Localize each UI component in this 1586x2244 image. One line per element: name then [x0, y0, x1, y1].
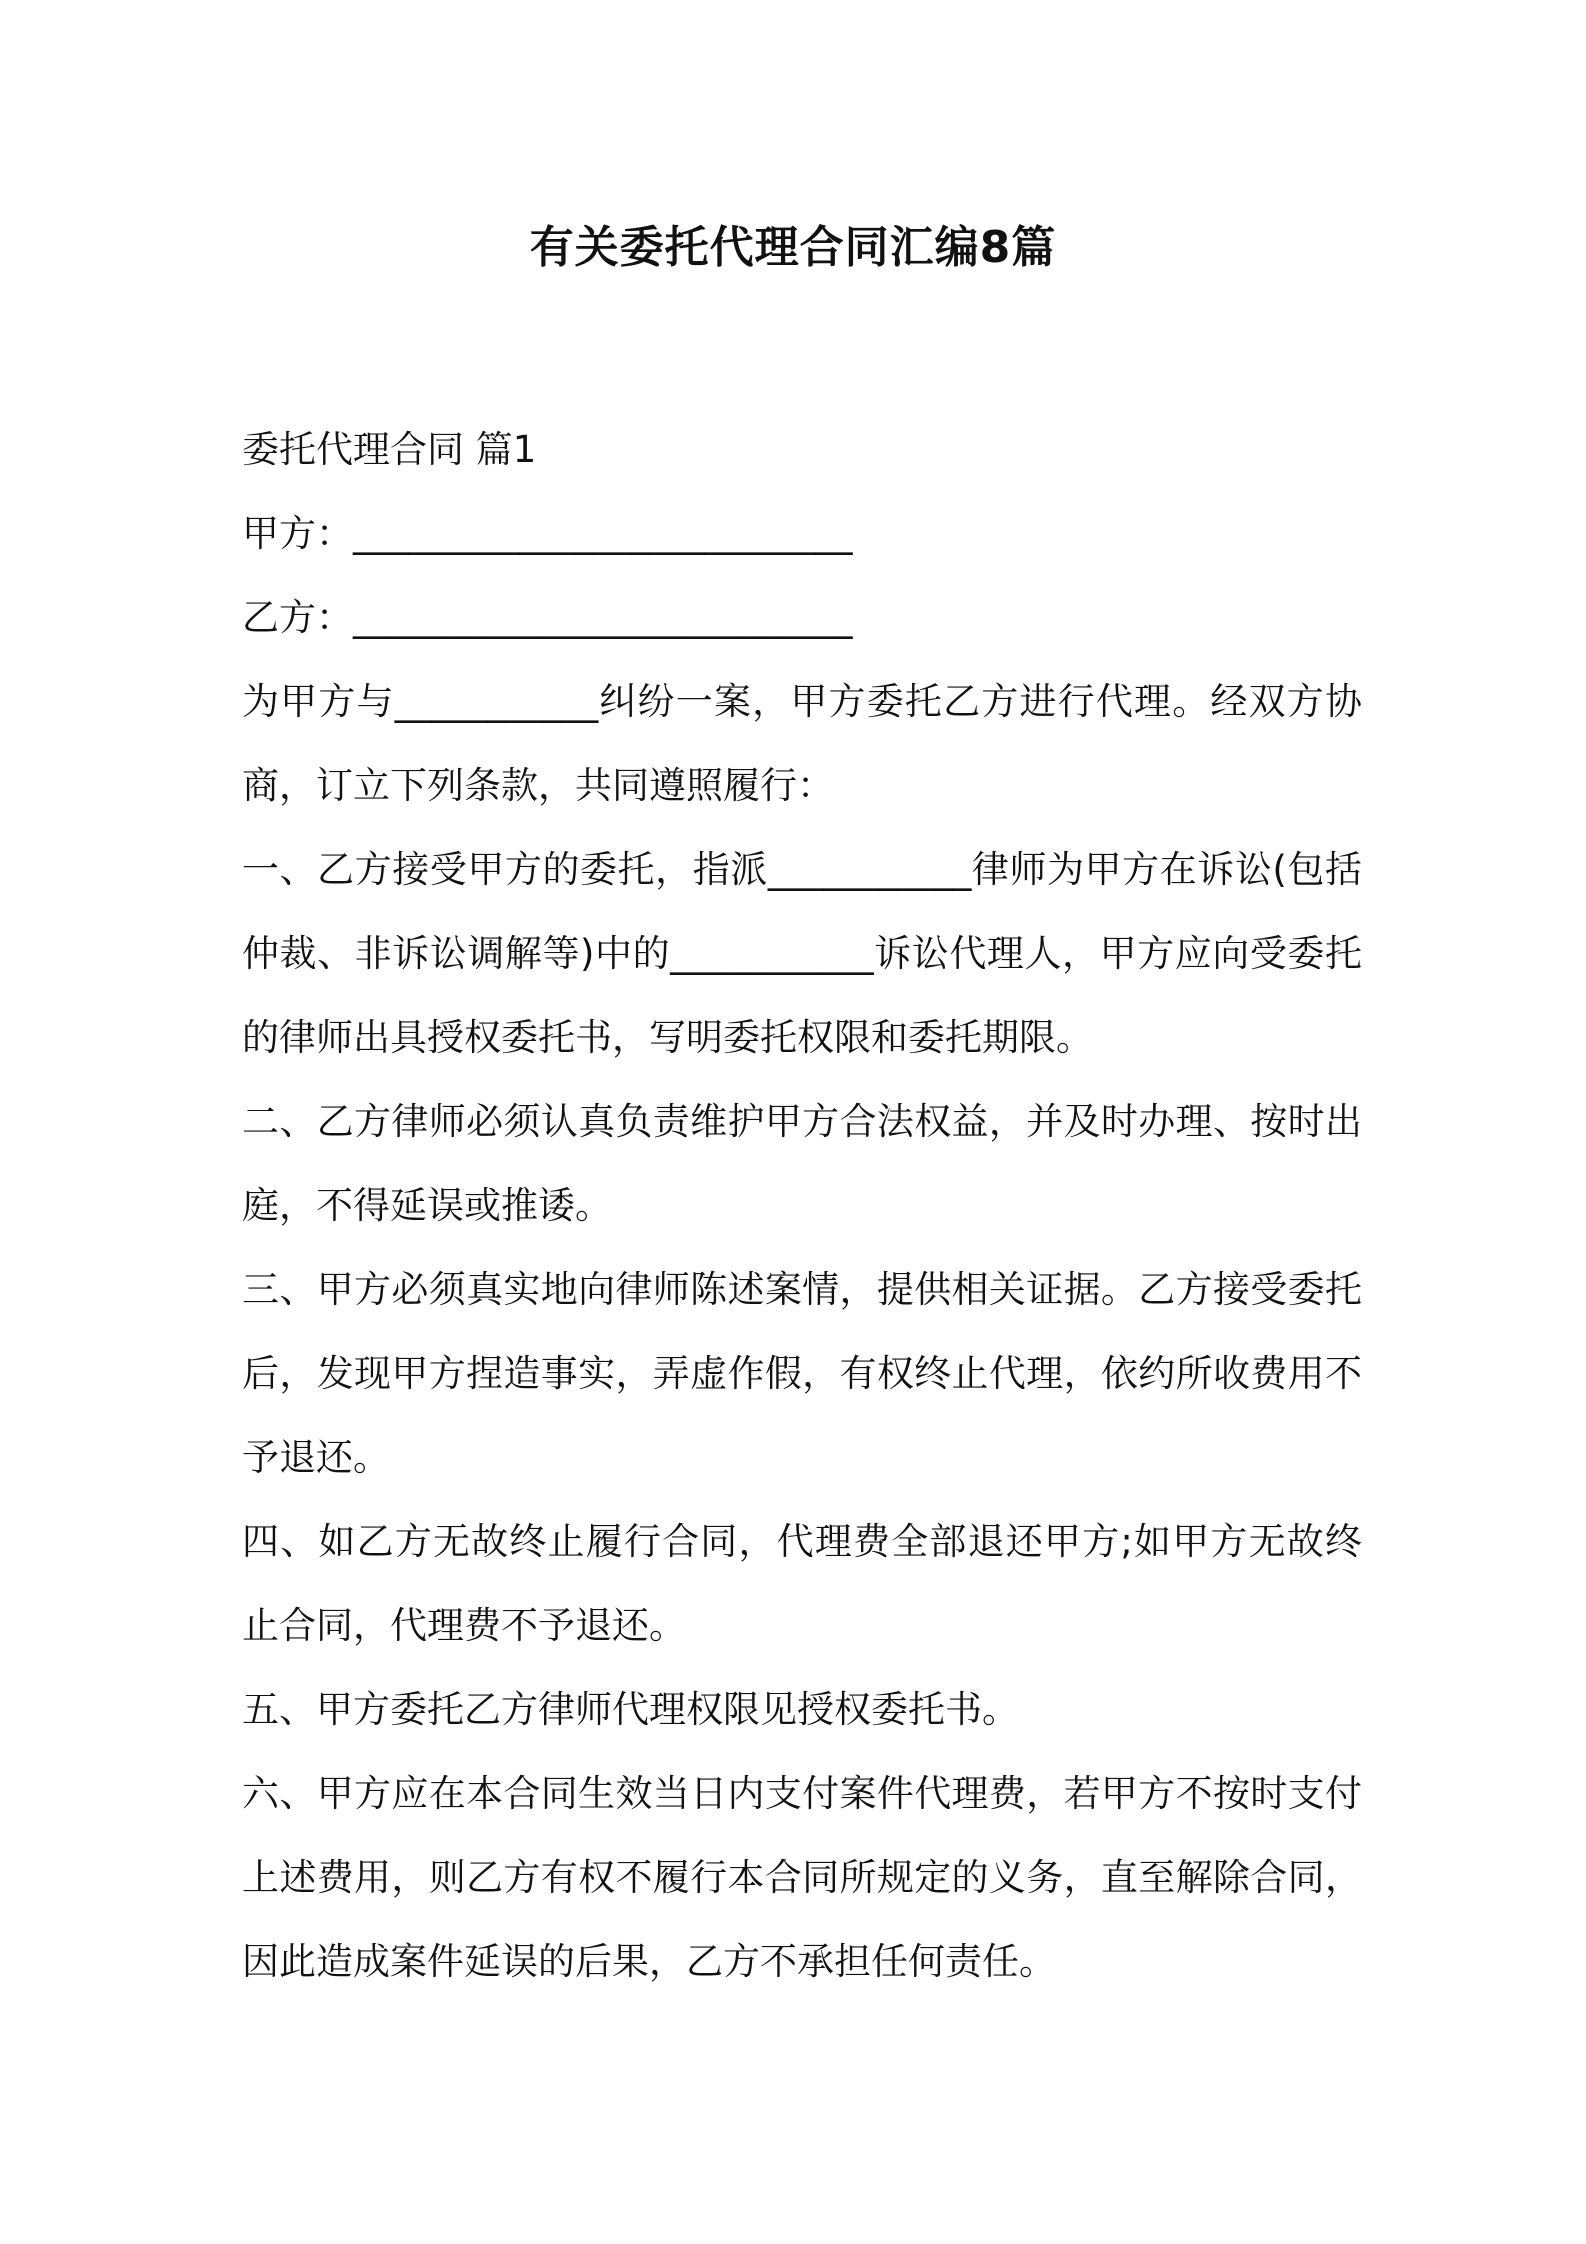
clause-3: 三、甲方必须真实地向律师陈述案情，提供相关证据。乙方接受委托后，发现甲方捏造事实，弄虚作假，有权终止代理，依约所收费用不予退还。	[242, 1268, 1362, 1479]
party-b-line: 乙方：___________________________	[242, 596, 853, 639]
section-heading: 委托代理合同 篇1	[242, 428, 537, 471]
clause-2: 二、乙方律师必须认真负责维护甲方合法权益，并及时办理、按时出庭，不得延误或推诿。	[242, 1100, 1362, 1227]
party-a-line: 甲方：___________________________	[242, 512, 853, 555]
clause-6: 六、甲方应在本合同生效当日内支付案件代理费，若甲方不按时支付上述费用，则乙方有权不履行本合同所规定的义务，直至解除合同，因此造成案件延误的后果，乙方不承担任何责任。	[242, 1772, 1362, 1983]
clause-5: 五、甲方委托乙方律师代理权限见授权委托书。	[242, 1688, 1019, 1731]
document-title: 有关委托代理合同汇编8篇	[529, 222, 1057, 273]
intro-paragraph: 为甲方与___________纠纷一案，甲方委托乙方进行代理。经双方协商，订立下列条款，共同遵照履行：	[242, 680, 1362, 807]
document-body	[242, 408, 1362, 2004]
clause-1: 一、乙方接受甲方的委托，指派___________律师为甲方在诉讼(包括仲裁、非诉讼调解等)中的___________诉讼代理人，甲方应向受委托的律师出具授权委托书，写明委托权限和委托期限。	[242, 848, 1362, 1059]
clause-4: 四、如乙方无故终止履行合同，代理费全部退还甲方;如甲方无故终止合同，代理费不予退还。	[242, 1520, 1362, 1647]
